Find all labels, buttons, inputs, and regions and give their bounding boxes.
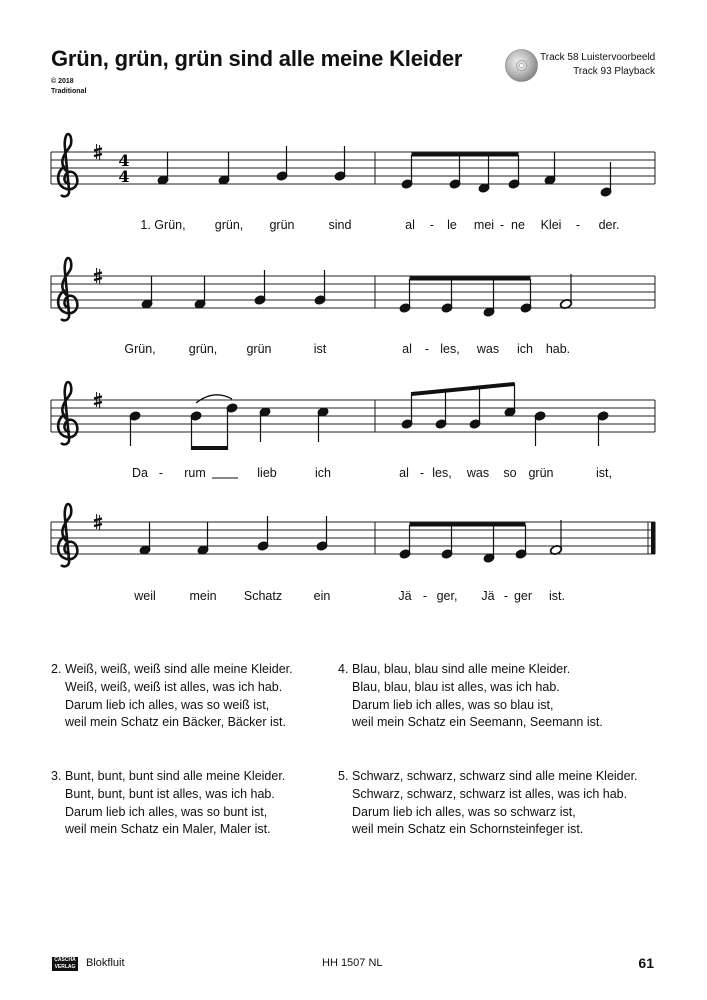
verse-3	[51, 768, 285, 839]
lyric-hyphen: -	[575, 218, 581, 232]
verse-line: weil mein Schatz ein Maler, Maler ist.	[65, 822, 271, 837]
lyric-syllable: rum	[184, 466, 206, 480]
lyric-syllable: Da	[132, 466, 148, 480]
verse-line: Weiß, weiß, weiß ist alles, was ich hab.	[65, 679, 283, 694]
lyric-syllable: grün	[269, 218, 295, 232]
lyric-syllable: les,	[432, 466, 452, 480]
treble-clef-icon	[58, 504, 77, 566]
verse-number: 3.	[51, 769, 62, 783]
verse-line: Schwarz, schwarz, schwarz sind alle meine Kleider.	[352, 769, 638, 783]
verse-line: Darum lieb ich alles, was so weiß ist,	[65, 697, 270, 712]
slur	[196, 395, 232, 403]
lyric-syllable: ger	[513, 589, 533, 603]
verse-line: weil mein Schatz ein Bäcker, Bäcker ist.	[65, 715, 286, 730]
lyric-syllable: ger,	[436, 589, 458, 603]
music-system-3	[51, 382, 655, 450]
page-number: 61	[638, 955, 654, 971]
lyric-syllable: les,	[440, 342, 460, 356]
music-system-1	[51, 134, 655, 197]
lyric-hyphen: -	[424, 342, 430, 356]
lyric-syllable: mei	[473, 218, 495, 232]
lyric-syllable: Klei	[540, 218, 562, 232]
verse-line: Blau, blau, blau sind alle meine Kleider.	[352, 662, 571, 676]
track-listen: Track 58 Luistervoorbeeld	[540, 52, 656, 63]
lyric-syllable: Schatz	[243, 589, 283, 603]
lyric-syllable: le	[447, 218, 457, 232]
verse-line: Bunt, bunt, bunt sind alle meine Kleider.	[65, 769, 286, 783]
time-signature-top: 4	[118, 151, 130, 170]
time-signature-bottom: 4	[118, 167, 130, 186]
composer: Traditional	[51, 88, 87, 95]
copyright: © 2018	[51, 78, 74, 85]
lyric-syllable: was	[476, 342, 500, 356]
lyric-syllable: grün,	[214, 218, 244, 232]
lyric-syllable: ne	[511, 218, 525, 232]
verse-line: Blau, blau, blau ist alles, was ich hab.	[352, 679, 560, 694]
lyric-syllable: weil	[134, 589, 156, 603]
lyric-syllable: ist.	[549, 589, 565, 603]
lyric-syllable: was	[466, 466, 490, 480]
lyric-syllable: grün	[528, 466, 554, 480]
lyric-syllable: al	[399, 466, 409, 480]
lyric-syllable: ein	[313, 589, 331, 603]
treble-clef-icon	[58, 258, 77, 320]
verse-5	[338, 768, 638, 839]
treble-clef-icon	[58, 382, 77, 444]
lyric-hyphen: -	[429, 218, 435, 232]
song-title: Grün, grün, grün sind alle meine Kleider	[51, 46, 463, 71]
lyric-syllable: so	[503, 466, 517, 480]
lyric-syllable: grün	[246, 342, 272, 356]
track-playback: Track 93 Playback	[573, 66, 655, 77]
verse-2	[51, 661, 293, 732]
lyric-syllable: mein	[189, 589, 217, 603]
lyric-syllable: lieb	[257, 466, 277, 480]
verse-line: weil mein Schatz ein Schornsteinfeger ist.	[352, 822, 584, 837]
lyric-syllable: ist,	[596, 466, 612, 480]
lyric-syllable: al	[405, 218, 415, 232]
verse-line: weil mein Schatz ein Seemann, Seemann ist.	[352, 715, 603, 730]
verse-line: Darum lieb ich alles, was so bunt ist,	[65, 804, 268, 819]
publisher-logo: CASCHA VERLAG	[52, 957, 78, 971]
verse-number: 2.	[51, 662, 62, 676]
verse-line: Darum lieb ich alles, was so blau ist,	[352, 697, 554, 712]
instrument-label: Blokfluit	[86, 957, 125, 969]
verse-number: 4.	[338, 662, 349, 676]
lyric-syllable: Grün,	[124, 342, 156, 356]
lyric-syllable: ich	[315, 466, 331, 480]
lyric-hyphen: -	[422, 589, 428, 603]
lyric-hyphen: -	[499, 218, 505, 232]
music-system-2	[51, 258, 655, 320]
lyric-syllable: grün,	[188, 342, 218, 356]
lyric-hyphen: -	[158, 466, 164, 480]
lyric-syllable: Jä	[481, 589, 495, 603]
lyric-syllable: ich	[517, 342, 533, 356]
final-barline	[651, 522, 656, 554]
catalog-number: HH 1507 NL	[322, 957, 383, 969]
verse-4	[338, 661, 603, 732]
music-system-4	[51, 504, 656, 566]
lyric-syllable: sind	[328, 218, 352, 232]
verse-line: Weiß, weiß, weiß sind alle meine Kleider.	[65, 662, 293, 676]
lyric-syllable: al	[402, 342, 412, 356]
lyric-hyphen: -	[503, 589, 509, 603]
lyric-hyphen: -	[419, 466, 425, 480]
verse-line: Bunt, bunt, bunt ist alles, was ich hab.	[65, 786, 275, 801]
verse-line: Schwarz, schwarz, schwarz ist alles, was ich hab.	[352, 786, 628, 801]
lyric-syllable: ist	[313, 342, 327, 356]
lyric-syllable: der.	[598, 218, 620, 232]
lyric-syllable: hab.	[545, 342, 571, 356]
lyric-syllable: 1. Grün,	[140, 218, 186, 232]
verse-number: 5.	[338, 769, 349, 783]
treble-clef-icon	[58, 134, 77, 196]
verse-line: Darum lieb ich alles, was so schwarz ist,	[352, 804, 576, 819]
lyric-syllable: Jä	[398, 589, 412, 603]
